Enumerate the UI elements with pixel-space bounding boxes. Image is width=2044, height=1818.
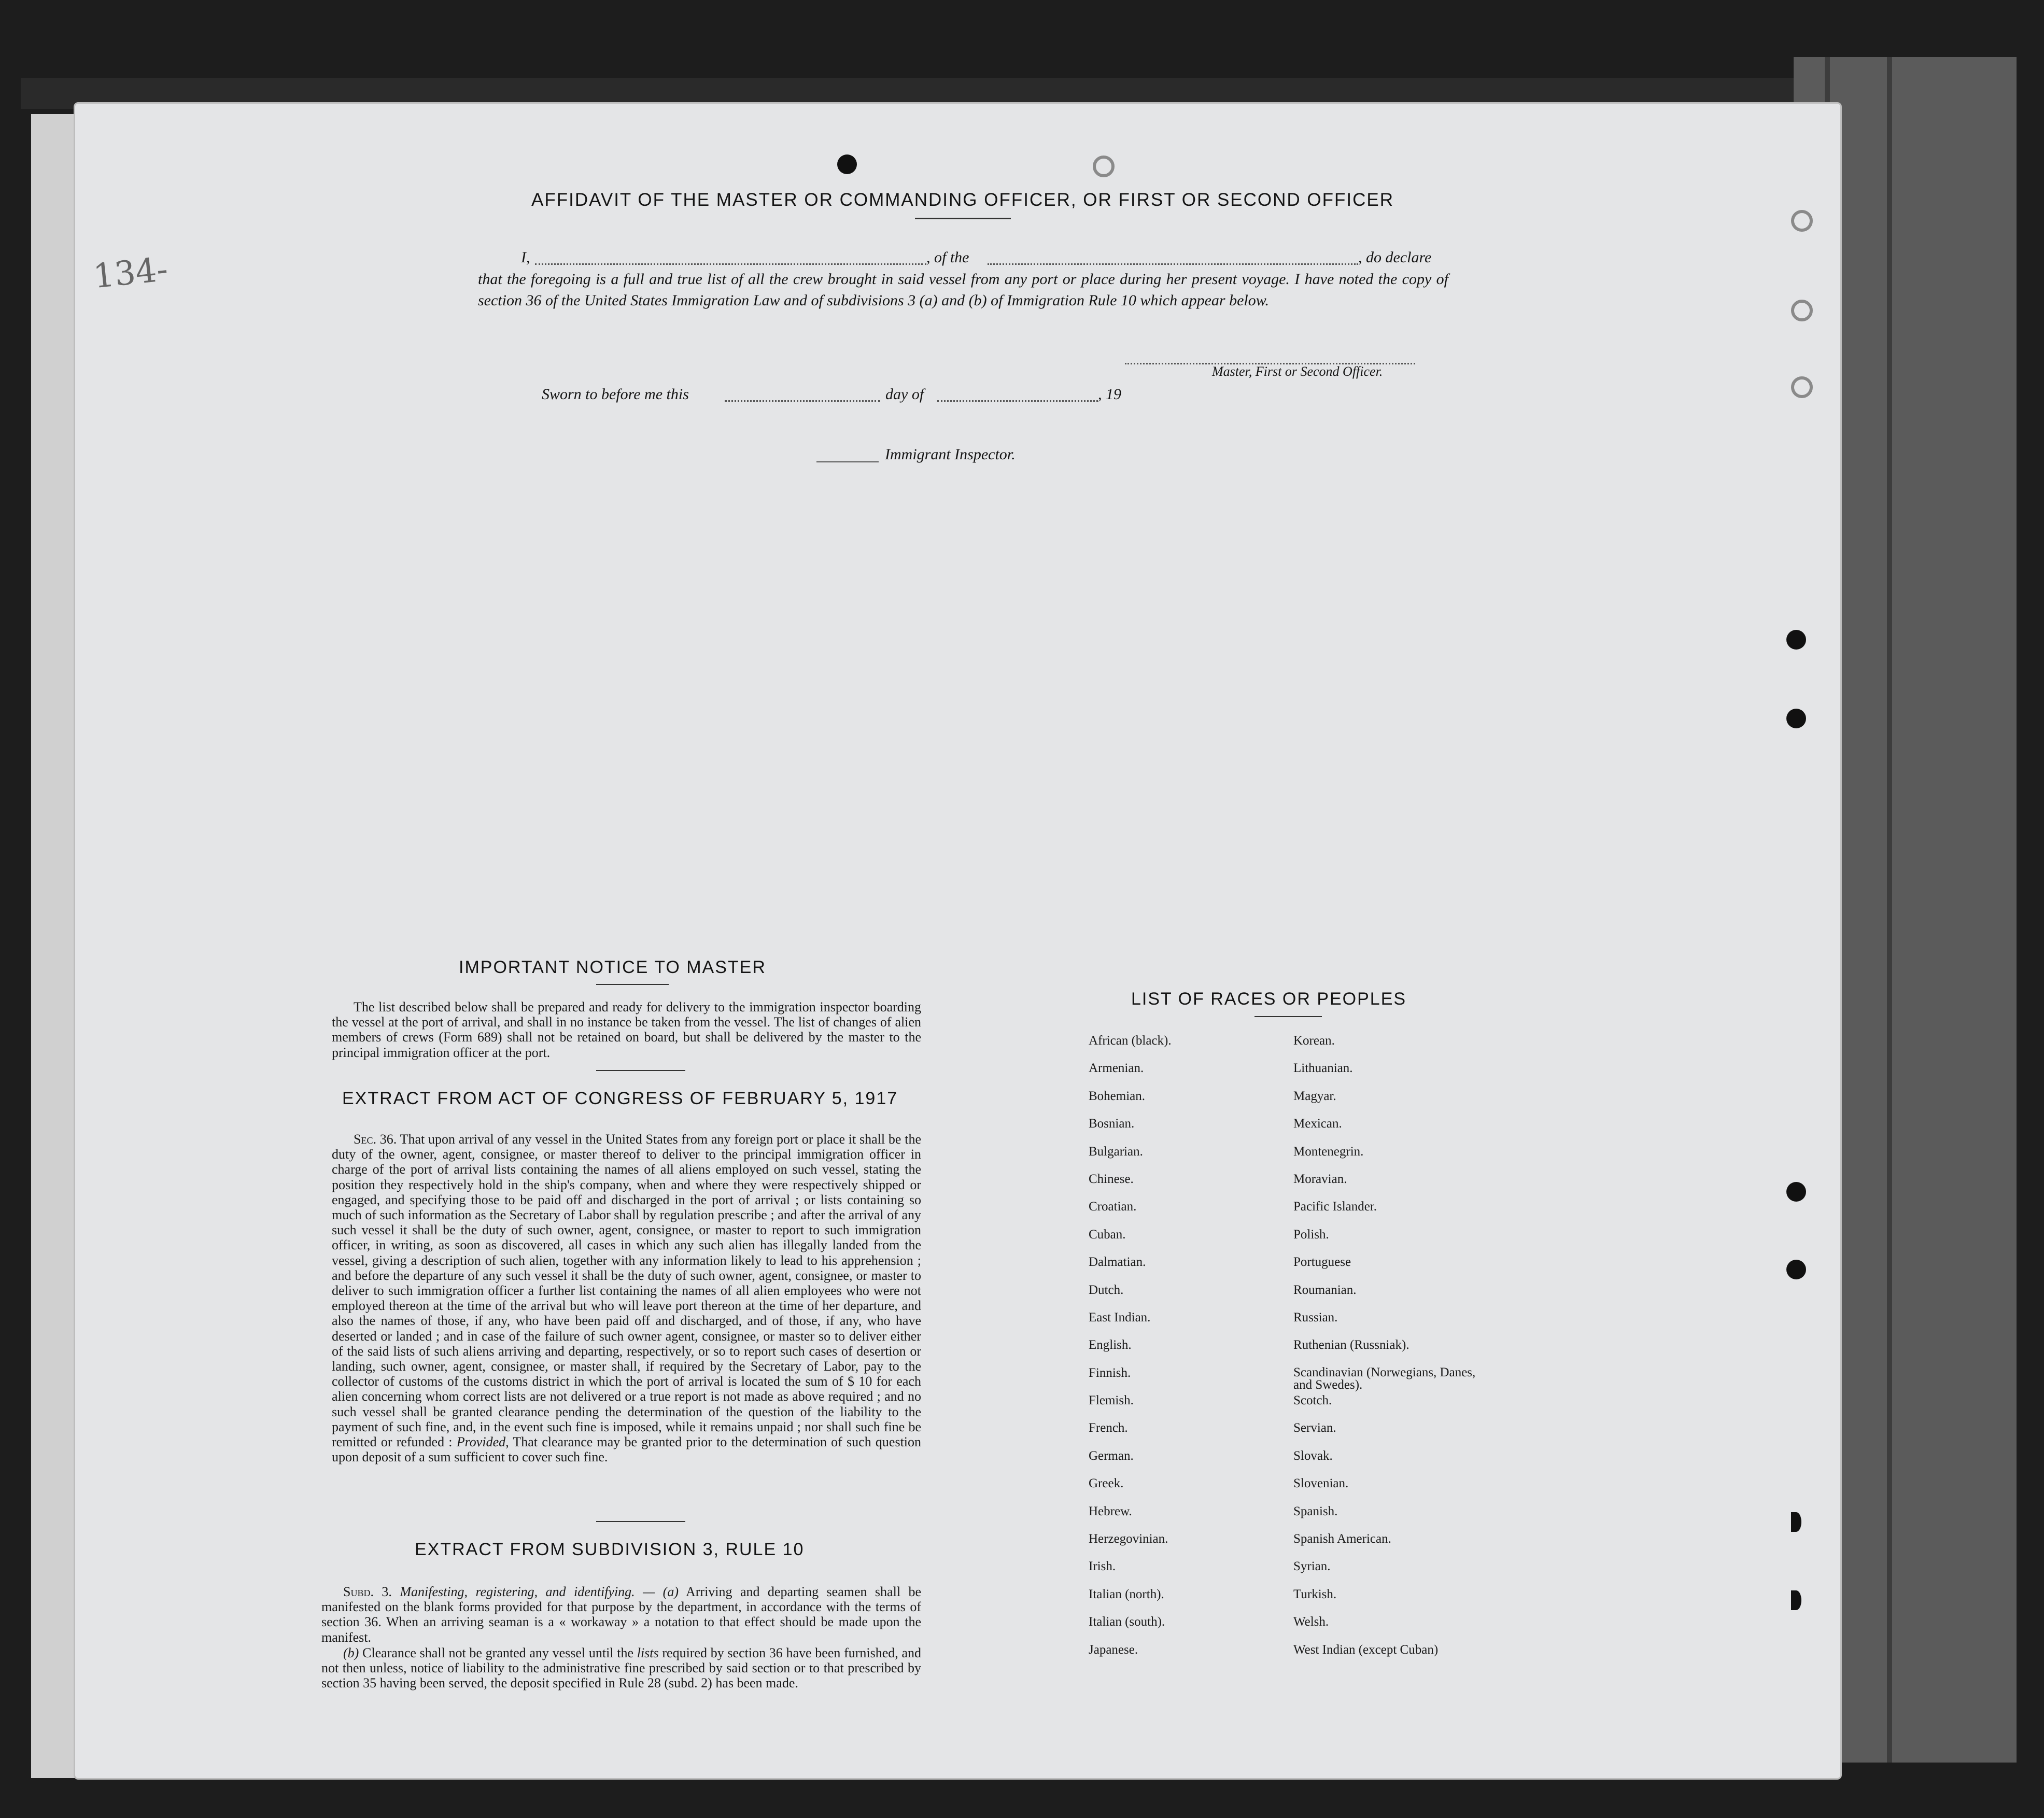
right-ring-hole-icon <box>1791 300 1813 321</box>
subd-heading: Manifesting, registering, and identifying. — (a) <box>400 1584 679 1599</box>
race-item: Servian. <box>1293 1421 1336 1435</box>
race-item: Moravian. <box>1293 1172 1347 1186</box>
sworn-day-field[interactable] <box>725 400 880 402</box>
subd-b-body-2: required by section 36 have been furnished, and not then unless, notice of liability to the administrative fine prescribed by said section or to that prescribed by section 35 having been served, the deposit specified in Rule 28 (subd. 2) has been made. <box>321 1645 922 1691</box>
race-item: Finnish. <box>1089 1365 1131 1380</box>
right-half-hole-icon <box>1791 1590 1801 1610</box>
top-ring-hole-icon <box>1093 156 1115 177</box>
notice-text: The list described below shall be prepared and ready for delivery to the immigration inspector boarding the vessel at the port of arrival, and shall in no instance be taken from the vessel. The list of changes of alien members of crews (Form 689) shall not be retained on board, but shall be delivered by the master to the principal immigration officer at the port. <box>332 999 921 1060</box>
race-item: Bulgarian. <box>1089 1144 1143 1159</box>
race-item: Roumanian. <box>1293 1283 1357 1297</box>
sworn-month-field[interactable] <box>937 400 1098 402</box>
race-item: Italian (north). <box>1089 1587 1164 1601</box>
act-extract-title: EXTRACT FROM ACT OF CONGRESS OF FEBRUARY 5, 1917 <box>342 1089 898 1108</box>
races-left-column <box>1089 1033 1275 1670</box>
race-item: Flemish. <box>1089 1393 1134 1408</box>
race-item: German. <box>1089 1448 1134 1463</box>
right-ring-hole-icon <box>1791 376 1813 398</box>
race-item: Lithuanian. <box>1293 1061 1353 1076</box>
inspector-signature-field[interactable] <box>816 461 879 462</box>
right-punch-hole-icon <box>1786 1260 1806 1279</box>
races-right-column <box>1293 1033 1490 1670</box>
race-item: Armenian. <box>1089 1061 1144 1076</box>
race-item: Spanish American. <box>1293 1532 1391 1546</box>
race-item: Bohemian. <box>1089 1089 1146 1103</box>
title-underline <box>915 218 1011 219</box>
race-item: Chinese. <box>1089 1172 1134 1186</box>
race-item: Pacific Islander. <box>1293 1200 1377 1214</box>
race-item: Irish. <box>1089 1559 1116 1574</box>
race-item: Italian (south). <box>1089 1615 1165 1629</box>
signature-label: Master, First or Second Officer. <box>1212 364 1383 379</box>
day-of-label: day of <box>885 386 924 403</box>
race-item: Hebrew. <box>1089 1504 1132 1518</box>
lists-word: lists <box>637 1645 659 1660</box>
race-item: Herzegovinian. <box>1089 1532 1168 1546</box>
race-item: Slovak. <box>1293 1448 1333 1463</box>
rule-extract-title: EXTRACT FROM SUBDIVISION 3, RULE 10 <box>415 1540 805 1559</box>
race-item: Greek. <box>1089 1476 1124 1491</box>
race-item: Polish. <box>1293 1227 1329 1242</box>
subd-a-body: Arriving and departing seamen shall be manifested on the blank forms provided for that purpose by the department, in accordance with the terms of section 36. When an arriving seaman is a « workaway » a notation to that effect should be made upon the manifest. <box>321 1584 922 1645</box>
race-item: Dalmatian. <box>1089 1255 1146 1270</box>
race-item: Portuguese <box>1293 1255 1351 1270</box>
affidavit-do-declare: , do declare <box>1358 249 1432 266</box>
race-item: East Indian. <box>1089 1310 1151 1324</box>
affidavit-i: I, <box>521 249 530 266</box>
section-divider <box>596 1070 685 1071</box>
race-item: English. <box>1089 1338 1132 1352</box>
subd-b-body-1: Clearance shall not be granted any vessel until the <box>362 1645 634 1660</box>
race-item: French. <box>1089 1421 1128 1435</box>
affidavit-body: that the foregoing is a full and true list of all the crew brought in said vessel from any port or place during her present voyage. I have noted the copy of section 36 of the United States Immigration Law and of subdivisions 3 (a) and (b) of Immigration Rule 10 which appear below. <box>478 271 1448 309</box>
rule-subd-a-text <box>321 1584 921 1645</box>
race-item: Scandinavian (Norwegians, Danes, and Swedes). <box>1293 1365 1476 1392</box>
affidavit-of-the: , of the <box>926 249 969 266</box>
race-item: Japanese. <box>1089 1642 1138 1657</box>
race-item: Magyar. <box>1293 1089 1336 1103</box>
subd-b-label: (b) <box>343 1645 359 1660</box>
race-item: Slovenian. <box>1293 1476 1349 1491</box>
inspector-label: Immigrant Inspector. <box>885 446 1016 463</box>
race-item: Montenegrin. <box>1293 1144 1364 1159</box>
races-title-rule <box>1254 1016 1322 1017</box>
top-punch-hole-icon <box>837 154 857 174</box>
race-item: West Indian (except Cuban) <box>1293 1642 1439 1657</box>
race-item: Syrian. <box>1293 1559 1331 1574</box>
section-divider <box>596 1521 685 1522</box>
right-punch-hole-icon <box>1786 1182 1806 1202</box>
sec-label: Sec. 36. <box>354 1132 397 1147</box>
race-item: Croatian. <box>1089 1200 1137 1214</box>
race-item: Spanish. <box>1293 1504 1338 1518</box>
subd-label: Subd. 3. <box>343 1584 392 1599</box>
sec-text-end: That clearance may be granted prior to the determination of such question upon deposit of a sum sufficient to cover such fine. <box>332 1434 922 1465</box>
right-half-hole-icon <box>1791 1512 1801 1532</box>
right-punch-hole-icon <box>1786 709 1806 728</box>
vessel-name-field[interactable] <box>988 263 1358 265</box>
handwritten-margin-note: 134- <box>91 250 170 297</box>
affidavit-title: AFFIDAVIT OF THE MASTER OR COMMANDING OFFICER, OR FIRST OR SECOND OFFICER <box>531 190 1394 210</box>
race-item: Turkish. <box>1293 1587 1337 1601</box>
sworn-label: Sworn to before me this <box>542 386 689 403</box>
race-item: Ruthenian (Russniak). <box>1293 1338 1409 1352</box>
race-item: African (black). <box>1089 1034 1172 1048</box>
race-item: Dutch. <box>1089 1283 1124 1297</box>
right-punch-hole-icon <box>1786 630 1806 650</box>
binding-edge <box>31 114 76 1778</box>
race-item: Scotch. <box>1293 1393 1332 1408</box>
sec-text: That upon arrival of any vessel in the United States from any foreign port or place it shall be the duty of the owner, agent, consignee, or master thereof to deliver to the principal immigration officer in charge of the port of arrival lists containing the names of all aliens employed on such vessel, stating the position they respectively hold in the ship's company, when and where they were respectively shipped or engaged, and specifying those to be paid off and discharged in the port of arrival ; or lists containing so much of such information as the Secretary of Labor shall by regulation prescribe ; and after the arrival of any such vessel it shall be the duty of such owner, agent, consignee, or master to report to such immigration officer, in writing, as soon as discovered, all cases in which any such alien has illegally landed from the vessel, giving a description of such alien, together with any information likely to lead to his apprehension ; and before the departure of any such vessel it shall be the duty of such owner, agent, consignee, or master to deliver to such immigration officer a further list containing the names of all alien employees who were not employed thereon at the time of the arrival but who will leave port thereon at the time of her departure, and also the names of those, if any, who have been paid off and discharged, and of those, if any, who have deserted or landed ; and in case of the failure of such owner agent, consignee, or master so to deliver either of the said lists of such aliens arriving and departing, respectively, or so to report such cases of desertion or landing, such owner, agent, consignee, or master shall, if required by the Secretary of Labor, pay to the collector of customs of the customs district in which the port of arrival is located the sum of $ 10 for each alien concerning whom correct lists are not delivered or a true report is not made as above required ; and no such vessel shall be granted clearance pending the determination of the question of the liability to the payment of such fine, and, in the event such fine is imposed, while it remains unpaid ; nor shall such fine be remitted or refunded : <box>332 1132 922 1450</box>
year-label: , 19 <box>1098 386 1121 403</box>
officer-name-field[interactable] <box>535 263 926 265</box>
act-section-36-text <box>332 1132 921 1464</box>
race-item: Mexican. <box>1293 1117 1342 1131</box>
provided-word: Provided, <box>456 1434 509 1450</box>
race-item: Cuban. <box>1089 1227 1126 1242</box>
race-item: Russian. <box>1293 1310 1338 1324</box>
race-item: Korean. <box>1293 1034 1335 1048</box>
form-page <box>75 104 1840 1778</box>
notice-title: IMPORTANT NOTICE TO MASTER <box>459 957 766 977</box>
races-title: LIST OF RACES OR PEOPLES <box>1131 989 1407 1009</box>
right-ring-hole-icon <box>1791 210 1813 232</box>
race-item: Bosnian. <box>1089 1117 1135 1131</box>
notice-title-rule <box>596 984 669 985</box>
rule-subd-b-text <box>321 1645 921 1691</box>
race-item: Welsh. <box>1293 1615 1329 1629</box>
